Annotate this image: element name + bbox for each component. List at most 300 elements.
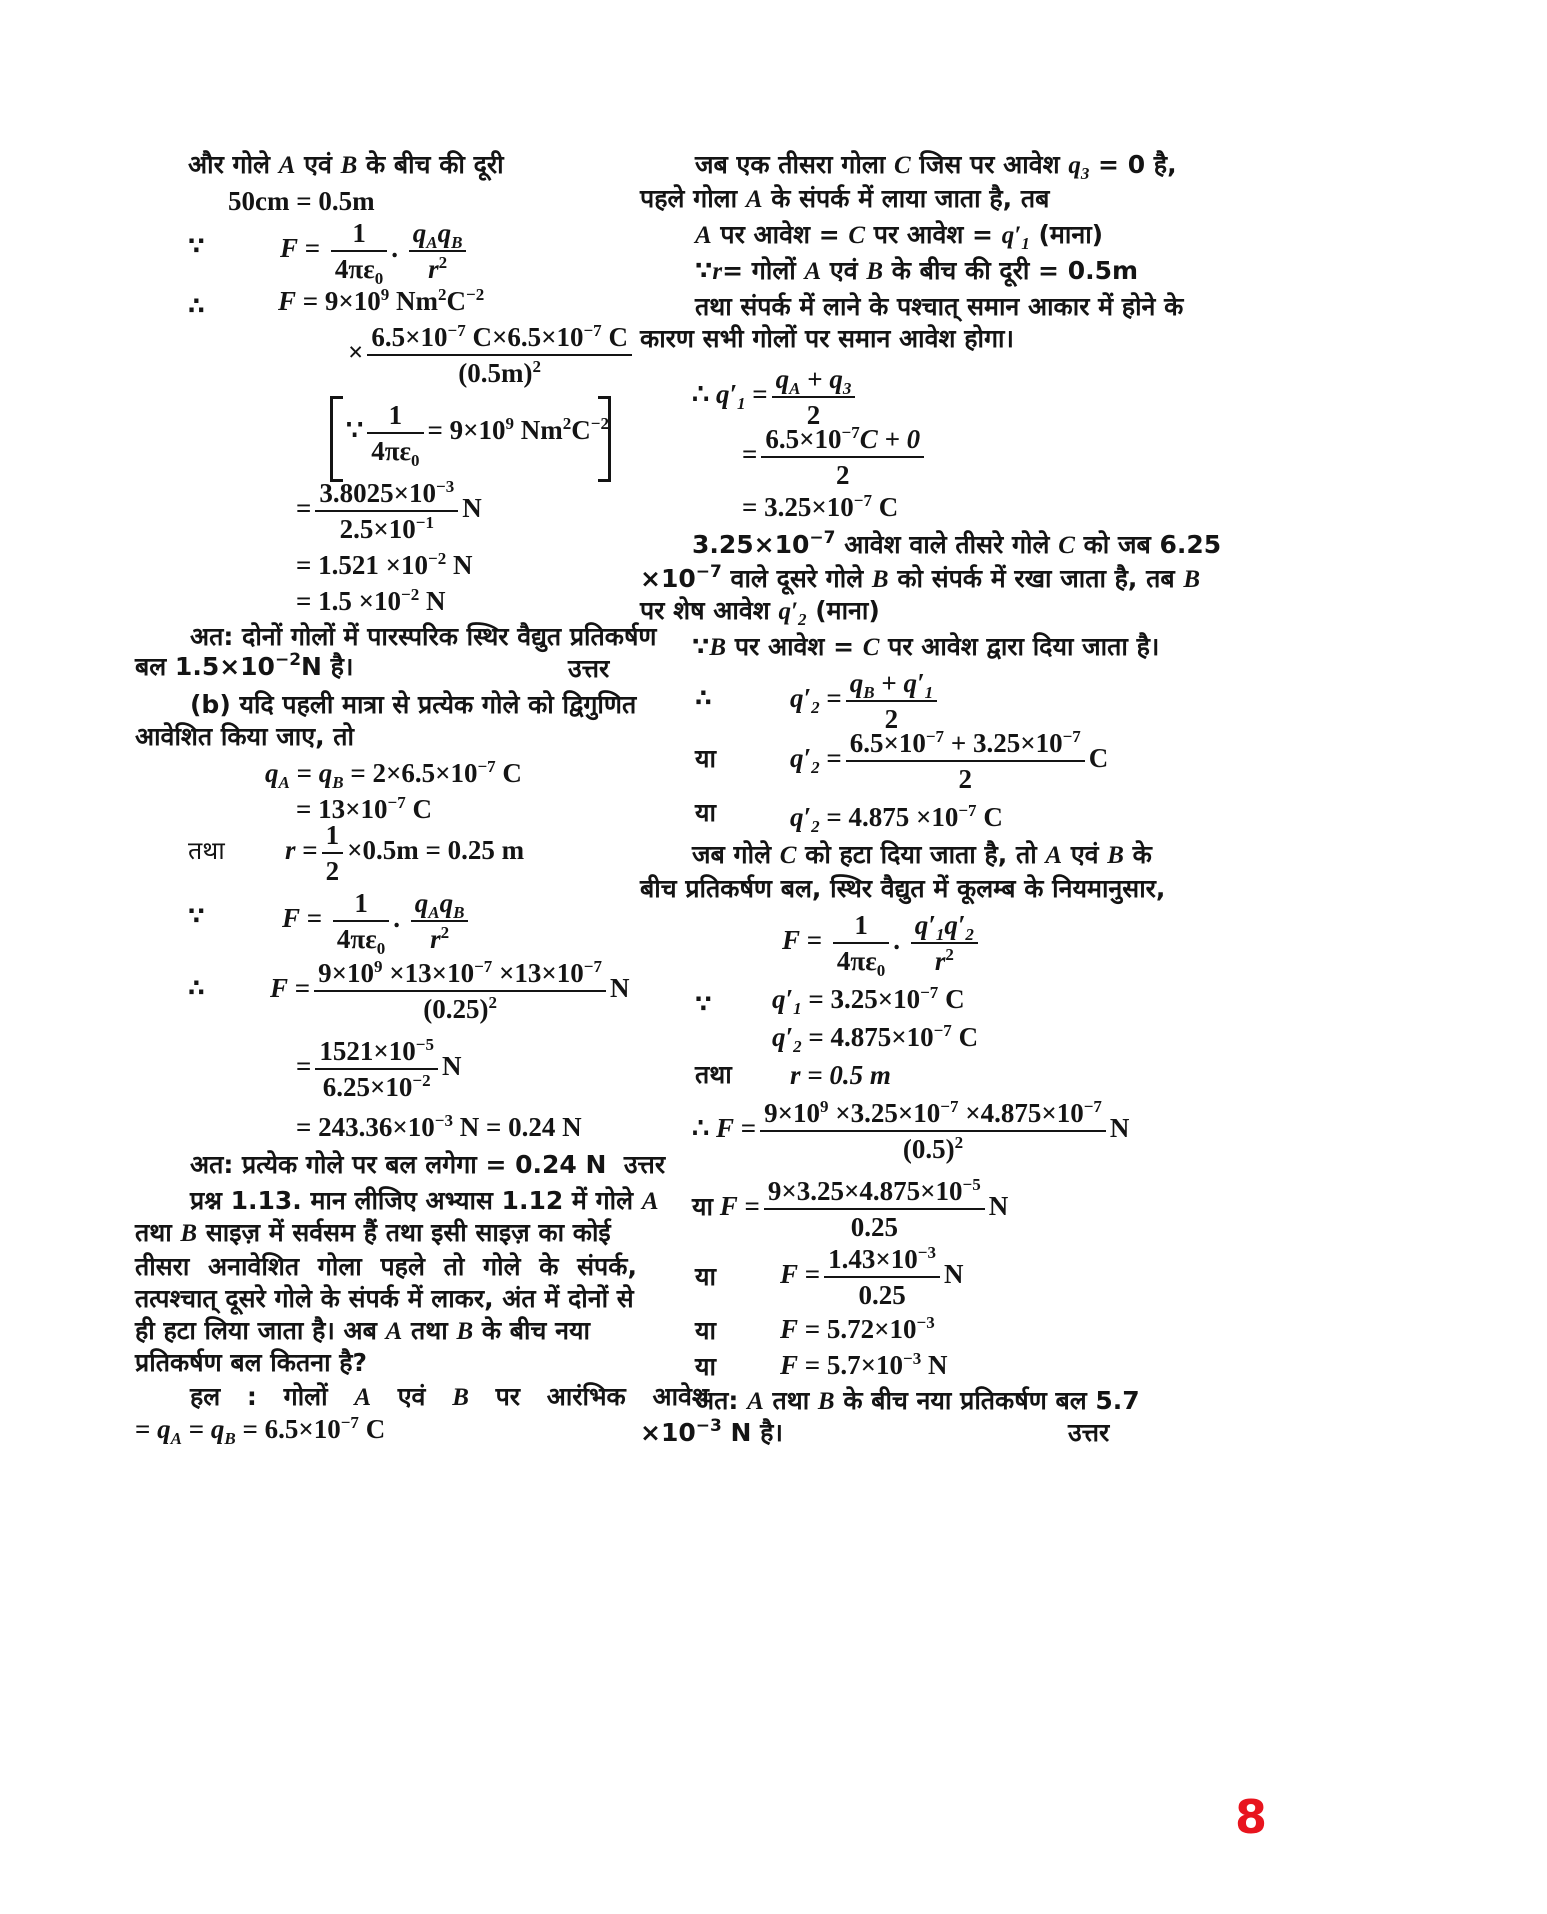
exp: −7 [1062,727,1081,746]
text: 6.25×10 [322,1072,413,1102]
unit: C [958,1022,979,1052]
text: आवेश वाले तीसरे गोले [844,530,1050,559]
result-fraction-1: = $\frac{3.8025\times 10^{-3}}{2.5\times 10^{-1}}$ N [296,477,482,544]
unit: N [988,1191,1009,1222]
numerator [824,1244,940,1278]
text: (0.25) [423,994,489,1024]
force-result-rounded: $F = 5.7\times 10^{-3}$ N [780,1349,948,1380]
exp: −5 [415,1035,434,1054]
exp: −7 [853,491,872,510]
exp: −3 [916,1313,935,1332]
text: के बीच की दूरी = 0.5m [891,256,1139,285]
exp: −7 [447,321,466,340]
fraction [367,322,632,388]
exp: −5 [962,1175,981,1194]
unit: C [945,984,965,1014]
text: = 9×10 [427,415,506,446]
text: पर आवेश = [720,220,840,249]
answer-label: उत्तर [1068,1418,1110,1447]
text: जब एक तीसरा गोला [695,150,886,179]
var-C: C [1058,532,1075,559]
bracket-right [598,396,611,482]
exp: 9 [374,957,383,976]
text: ×4.875×10 [965,1098,1084,1128]
conclusion-b [190,1150,665,1180]
text: और गोले [188,150,271,179]
numerator: 1 [367,400,423,434]
text: 9×3.25×4.875×10 [767,1176,963,1206]
text: के बीच की दूरी [366,150,504,179]
page-number: 8 [1235,1790,1268,1844]
denominator: $r^2$ [934,945,954,976]
coulomb-formula: F = $\frac{1}{4\pi\varepsilon_0}$ . $\frac{q_Aq_B}{r^2}$ [280,218,470,284]
text: ×0.5m = 0.25 m [347,835,525,866]
var-A: A [278,152,296,179]
var-B: B [456,1318,474,1345]
var-B: B [1183,566,1201,593]
exp: 2 [488,993,497,1012]
solution-charge: = $q_A = q_B = 6.5\times 10^{-7}$ C [135,1413,386,1448]
var-B: B [866,258,884,285]
third-sphere-contact-b-2 [640,564,1200,595]
text: हल : गोलों [190,1382,328,1411]
text: पर शेष आवेश [640,596,770,625]
unit: C [983,802,1003,832]
exp: −7 [920,983,939,1002]
denominator [315,1070,438,1102]
force-step-b: = $\frac{1521\times 10^{-5}}{6.25\times 10^{-2}}$ N [296,1035,462,1102]
because-symbol: ∵ [188,232,205,260]
text: एवं [829,256,858,285]
numerator [760,1098,1106,1132]
exp: −7 [1083,1097,1102,1116]
fraction [333,888,389,958]
text: 4πε [334,254,375,284]
text: तथा [411,1316,448,1345]
bracket-left [330,396,343,482]
numerator [315,478,458,512]
denominator: 2 [958,764,972,794]
distance-intro [188,150,504,181]
fraction [764,1176,985,1242]
exp: −7 [809,528,836,548]
text: = 3.25×10 [742,492,854,522]
var-B: B [340,152,358,179]
answer-label: उत्तर [623,1150,666,1179]
text: 2.5×10 [339,514,416,544]
unit: N [927,1350,948,1380]
text: ×13×10 [389,958,475,988]
fraction [772,364,856,430]
force-result-b [296,1112,582,1142]
denominator [760,1132,1106,1164]
exp: 2 [562,414,572,434]
text: 6.5×10 [371,322,448,352]
fraction [911,910,978,976]
fraction [331,218,387,288]
text: N है। [730,1418,783,1447]
because-symbol: ∵ [188,902,205,930]
coulomb-formula-2: F = $\frac{1}{4\pi\varepsilon_0}$ . $\frac{q_Aq_B}{r^2}$ [282,888,472,954]
text: ही हटा लिया जाता है। अब [135,1316,377,1345]
unit: N [943,1259,964,1290]
text: 4πε [336,924,377,954]
text: ×10 [640,1418,696,1447]
question-line-4: तत्पश्चात् दूसरे गोले के संपर्क में लाकर, अंत में दोनों से [135,1284,634,1313]
fraction [846,728,1085,794]
text: = 6.5×10 [242,1414,341,1444]
text: जब गोले [692,840,772,869]
fraction [367,400,423,470]
unit: C [1088,743,1109,774]
numerator: 1 [322,820,344,854]
text: (माना) [815,596,880,625]
third-sphere-intro: जब एक तीसरा गोला C जिस पर आवेश $q_3 = 0$ है, [695,150,1177,183]
half-distance: r = $\frac{1}{2}$ ×0.5m = 0.25 m [285,820,525,886]
ya-label: या [695,1352,716,1381]
unit: N [452,550,473,580]
text: के संपर्क में लाया जाता है, तब [771,184,1050,213]
text: 6.5×10 [849,728,926,758]
numerator: $q_B + q'_1$ [846,668,937,702]
exp: −7 [477,757,496,776]
fraction [833,910,889,980]
denominator: 2 [836,460,850,490]
exp: −7 [474,957,493,976]
exp: −7 [841,423,860,442]
var-A: A [747,1388,764,1415]
text: अत: [695,1386,739,1415]
denominator: 0.25 [850,1212,898,1242]
numerator: 1 [833,910,889,944]
denominator: 2 [806,400,821,430]
question-line-6: प्रतिकर्षण बल कितना है? [135,1348,368,1377]
text: प्रश्न 1.13. मान लीजिए अभ्यास 1.12 में गोले [190,1186,634,1215]
numerator: $q'_1q'_2$ [911,910,978,944]
exp: −7 [583,321,602,340]
text: पर आवेश = [873,220,993,249]
denominator: $4\pi\varepsilon_0$ [371,436,420,470]
fraction [315,1036,438,1102]
text: अत: प्रत्येक गोले पर बल लगेगा = 0.24 N [190,1150,607,1179]
var-B: B [817,1388,835,1415]
text: एवं [304,150,332,179]
contact-statement-2: कारण सभी गोलों पर समान आवेश होगा। [640,324,1014,353]
text: ×13×10 [499,958,584,988]
denominator: $4\pi\varepsilon_0$ [836,946,886,980]
force-constant-line: $F = 9\times 10^9$ $Nm^2C^{-2}$ [278,285,485,316]
exp: 9 [505,414,515,434]
text: के बीच नया प्रतिकर्षण बल 5.7 [843,1386,1140,1415]
multiplier-fraction: × $\frac{6.5\times 10^{-7} C\times 6.5\times 10^{-7} C}{(0.5m)^2}$ [348,322,636,388]
denominator: 2 [884,704,899,734]
solution-intro [190,1382,709,1413]
distance-value: 50cm = 0.5m [228,186,375,216]
fraction [761,424,924,490]
exp: −7 [340,1413,359,1432]
var-A: A [385,1318,403,1345]
question-line-2 [135,1218,611,1249]
third-sphere-contact-b [692,530,1221,561]
text: = 0 है, [1098,150,1177,179]
question-1-13-title [190,1186,659,1217]
unit: C [412,794,432,824]
force-step-final-2: F = $\frac{1.43\times 10^{-3}}{0.25}$ N [780,1243,964,1310]
fraction [409,218,467,284]
unit: N [425,586,446,616]
denominator: $r^2$ [430,923,450,954]
var-A: A [804,258,822,285]
text: पहले गोला [640,184,738,213]
q1-prime-substitution: = $\frac{6.5\times 10^{-7}C + 0}{2}$ [742,424,928,490]
var-r: r [712,258,723,285]
numerator [764,1176,985,1210]
unit: N [1109,1113,1130,1144]
exp: 2 [954,1133,964,1152]
exp: −3 [917,1243,936,1262]
exp: −2 [401,585,420,604]
var-B: B [452,1384,469,1411]
unit: N [462,493,482,524]
denominator [314,992,606,1024]
numerator: $q_Aq_B$ [411,888,469,922]
text: 1521×10 [319,1036,416,1066]
text: N है। [301,652,354,681]
q1-prime-formula: ∴ $q'_1$ = $\frac{q_A + q_3}{2}$ [692,364,859,430]
unit: C [502,758,522,788]
text: = 3.25×10 [808,984,921,1014]
exp: −7 [958,801,977,820]
text: पर आरंभिक आवेश [495,1382,709,1411]
charge-equal-statement: A पर आवेश = C पर आवेश = $q'_1$ (माना) [695,220,1104,253]
fraction [760,1098,1106,1164]
text: C + 0 [859,424,921,454]
text: 4πε [371,436,412,466]
q2-prime-result: $q'_2 = 4.875 \times 10^{-7}$ C [790,801,1003,836]
numerator [846,728,1085,762]
text: 3.8025×10 [319,478,437,508]
var-A: A [695,222,712,249]
var-A: A [354,1384,372,1411]
answer-label: उत्तर [568,654,610,683]
ya-label: या [692,1192,713,1222]
text: = 1.5 ×10 [296,586,402,616]
part-b-intro-2: आवेशित किया जाए, तो [135,722,355,751]
text: पर आवेश = [734,632,855,661]
text: (माना) [1038,220,1104,249]
text: को हटा दिया जाता है, तो [805,840,1037,869]
exp: −2 [412,1071,431,1090]
fraction [824,1244,940,1310]
var-C: C [862,634,880,661]
exp: −7 [933,1021,952,1040]
unit: N [609,973,630,1004]
removal-statement [692,840,1152,871]
numerator [315,1036,438,1070]
exp: −3 [695,1416,722,1436]
text: एवं [397,1382,426,1411]
contact-statement: तथा संपर्क में लाने के पश्चात् समान आकार में होने के [695,292,1184,321]
text: C×6.5×10 [472,322,584,352]
var-B: B [709,634,727,661]
coulomb-law-statement: बीच प्रतिकर्षण बल, स्थिर वैद्युत में कूलम्ब के नियमानुसार, [640,874,1166,903]
therefore-symbol: ∴ [695,684,712,712]
text: पर आवेश द्वारा दिया जाता है। [888,632,1160,661]
q2-prime-value: $q'_2 = 4.875\times 10^{-7}$ C [772,1021,979,1056]
text: जिस पर आवेश [919,150,1060,179]
final-conclusion-2 [640,1418,783,1448]
numerator: $q_Aq_B$ [409,218,467,252]
var-A: A [1045,842,1063,869]
text: ×3.25×10 [835,1098,941,1128]
var-B: B [180,1220,198,1247]
var-B: B [1107,842,1124,869]
charge-transfer-statement [692,632,1159,663]
exp: 2 [438,285,447,304]
conclusion-a: अत: दोनों गोलों में पारस्परिक स्थिर वैद्युत प्रतिकर्षण [190,622,657,651]
text: (0.5) [902,1134,955,1164]
exp: −2 [428,549,447,568]
numerator [314,958,606,992]
text: के [1132,840,1152,869]
because-symbol: ∵ [695,990,712,1018]
text: एवं [1070,840,1099,869]
var-C: C [848,222,866,249]
text: C [608,322,628,352]
text: 4πε [836,946,877,976]
exp: 9 [380,285,390,304]
force-calc-b: F = $\frac{9\times 10^9 \times 13\times 10^{-7} \times 13\times 10^{-7}}{(0.25)^2}$ N [270,957,630,1024]
text: = 4.875×10 [808,1022,934,1052]
distance-value: r = 0.5 m [790,1060,891,1090]
force-step-final: या F = $\frac{9\times 3.25\times 4.875\times 10^{-5}}{0.25}$ N [692,1175,1009,1242]
exp: −7 [940,1097,959,1116]
text: ∵ [692,632,710,661]
exp: 2 [532,357,542,376]
exp: −3 [436,477,455,496]
ya-label: या [695,1262,716,1291]
numerator: $q_A + q_3$ [772,364,856,398]
distance-statement [695,256,1138,287]
fraction [315,478,458,544]
unit: C [878,492,899,522]
therefore-symbol: ∴ [188,292,205,320]
ya-label: या [695,744,716,773]
denominator: $4\pi\varepsilon_0$ [334,254,384,288]
q1-prime-value: $q'_1 = 3.25\times 10^{-7}$ C [772,983,965,1018]
force-result-final: $F = 5.72\times 10^{-3}$ [780,1313,935,1344]
text: को जब 6.25 [1083,530,1222,559]
exp: −2 [590,414,609,434]
final-conclusion [695,1386,1140,1417]
constant-note: ∵ $\frac{1}{4\pi\varepsilon_0}$ = $9\times 10^9$ $Nm^2C^{-2}$ [346,400,609,470]
result-line-2 [296,550,472,580]
exp: −2 [466,285,485,304]
coulomb-formula-3: F = $\frac{1}{4\pi\varepsilon_0}$ . $\frac{q'_1q'_2}{r^2}$ [782,910,982,976]
text: = 2×6.5×10 [350,758,478,788]
text: ∵ [695,256,713,285]
exp: 9 [819,1097,829,1116]
numerator [761,424,924,458]
q2-prime-formula: $q'_2$ = $\frac{q_B + q'_1}{2}$ [790,668,941,734]
var-A: A [745,186,763,213]
exp: −3 [434,1111,453,1130]
result-line-3 [296,586,445,616]
exp: −3 [903,1349,922,1368]
therefore-symbol: ∴ [188,974,205,1002]
ya-label: या [695,798,716,827]
denominator: 2 [325,856,340,886]
unit: C [365,1414,386,1444]
denominator: $4\pi\varepsilon_0$ [336,924,386,958]
unit: N [441,1051,462,1082]
exp: −1 [415,513,434,532]
text: + 3.25×10 [950,728,1063,758]
exp: −2 [274,650,302,670]
text: के बीच नया [481,1316,590,1345]
var-B: B [871,566,889,593]
text: वाले दूसरे गोले [730,564,864,593]
fraction [322,820,344,886]
question-line-3: तीसरा अनावेशित गोला पहले तो गोले के संपर्क, [135,1252,637,1281]
text: (0.5m) [458,358,533,388]
text: = 4.875 ×10 [826,802,959,832]
text: = 13×10 [296,794,388,824]
exp: −7 [387,793,406,812]
part-b-intro: (b) यदि पहली मात्रा से प्रत्येक गोले को द्विगुणित [190,690,637,719]
tatha-label: तथा [188,836,225,865]
text: 1.43×10 [828,1244,918,1274]
text: साइज़ में सर्वसम हैं तथा इसी साइज़ का कोई [205,1218,611,1247]
text: = 1.521 ×10 [296,550,429,580]
text: ×10 [640,564,696,593]
var-A: A [641,1188,659,1215]
text: को संपर्क में रखा जाता है, तब [897,564,1175,593]
q1-prime-result [742,492,898,522]
doubled-charge: $q_A = q_B = 2\times 6.5\times 10^{-7}$ C [265,757,522,792]
tatha-label: तथा [695,1060,732,1089]
force-calc-final: ∴ F = $\frac{9\times 10^9 \times 3.25\times 10^{-7} \times 4.875\times 10^{-7}}{(0.5)^2}$ N [692,1097,1130,1164]
fraction [314,958,606,1024]
numerator: 1 [331,218,387,252]
var-C: C [893,152,911,179]
denominator [367,356,632,388]
ya-label: या [695,1316,716,1345]
exp: −7 [583,957,602,976]
text: N = 0.24 N [459,1112,582,1142]
text: 9×10 [764,1098,820,1128]
numerator [367,322,632,356]
exp: −7 [925,727,945,746]
denominator [315,512,458,544]
exp: −7 [695,562,722,582]
text: 9×10 [318,958,375,988]
text: बल 1.5×10 [135,652,275,681]
denominator: 0.25 [858,1280,906,1310]
numerator: 1 [333,888,389,922]
text: तथा [135,1218,172,1247]
text: तथा [772,1386,810,1415]
fraction [411,888,469,954]
q2-prime-substitution: $q'_2$ = $\frac{6.5\times 10^{-7} + 3.25\times 10^{-7}}{2}$ C [790,727,1109,794]
text: = 243.36×10 [296,1112,435,1142]
text: = गोलों [722,256,796,285]
question-line-5 [135,1316,590,1347]
var-F: F [280,233,299,264]
remaining-charge-statement: पर शेष आवेश $q'_2$ (माना) [640,596,880,629]
var-C: C [779,842,797,869]
fraction [846,668,937,734]
